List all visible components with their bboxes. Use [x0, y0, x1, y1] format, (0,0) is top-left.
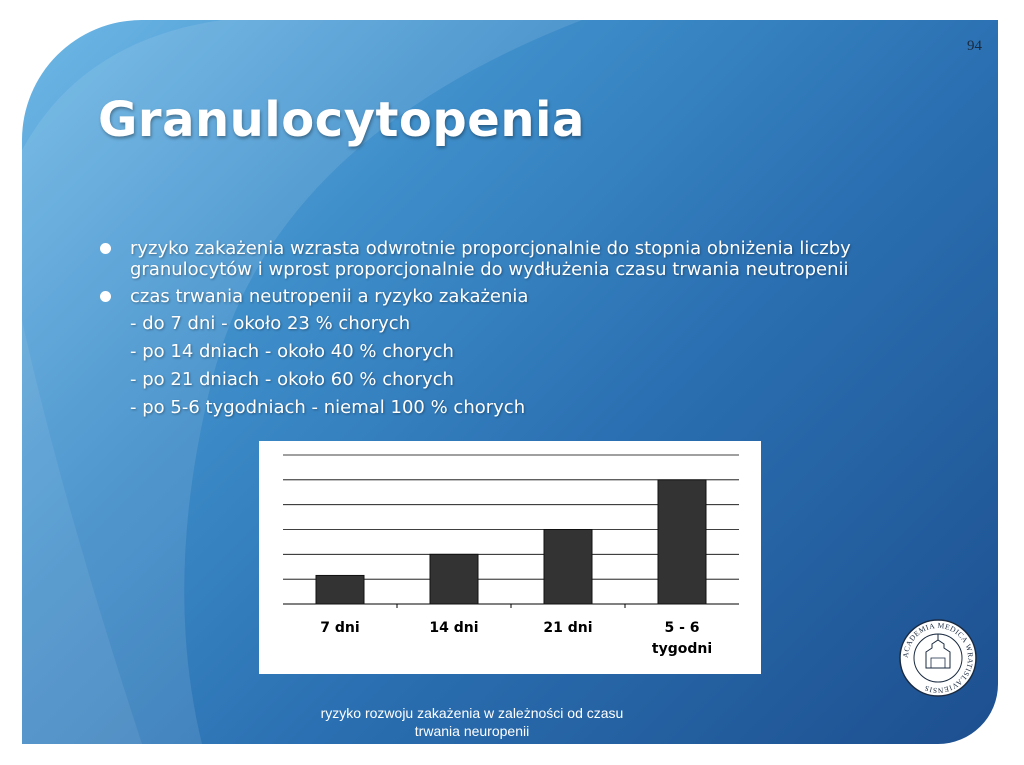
page-number: 94: [967, 38, 982, 54]
chart-x-tick-label: 5 - 6 tygodni: [651, 620, 713, 657]
seal-text: ACADEMIA MEDICA WRATISLAVIENSIS: [900, 620, 976, 696]
chart-x-tick-label: 7 dni: [320, 620, 360, 636]
bar-chart-svg: [259, 441, 761, 674]
sub-list-item: - po 21 dniach - około 60 % chorych: [130, 369, 454, 390]
chart-x-tick-label: 21 dni: [543, 620, 593, 636]
bullet-dot-icon: [100, 291, 111, 302]
sub-list-item: - do 7 dni - około 23 % chorych: [130, 313, 411, 334]
chart-bar: [658, 480, 706, 604]
bullet-item: [100, 238, 940, 280]
chart-x-tick-label: 14 dni: [429, 620, 479, 636]
slide-title: Granulocytopenia: [98, 92, 585, 148]
bar-chart: [259, 441, 761, 674]
slide: [22, 20, 998, 744]
slide-content: [100, 238, 940, 419]
sub-list-item: - po 5-6 tygodniach - niemal 100 % chorych: [130, 397, 526, 418]
chart-bar: [544, 530, 592, 605]
chart-bar: [316, 575, 364, 604]
bullet-dot-icon: [100, 243, 111, 254]
bullet-text: czas trwania neutropenii a ryzyko zakażenia: [130, 286, 529, 307]
bullet-text: ryzyko zakażenia wzrasta odwrotnie proporcjonalnie do stopnia obniżenia liczby granulocytów i wprost proporcjonalnie do wydłużenia czasu trwania neutropenii: [130, 238, 851, 280]
sub-list-item: - po 14 dniach - około 40 % chorych: [130, 341, 454, 362]
caption-line: trwania neuropenii: [414, 723, 530, 739]
chart-caption: [262, 704, 682, 740]
university-seal-icon: [898, 618, 978, 698]
chart-bar: [430, 554, 478, 604]
bullet-item: [100, 286, 940, 307]
caption-line: ryzyko rozwoju zakażenia w zależności od czasu: [320, 705, 624, 721]
